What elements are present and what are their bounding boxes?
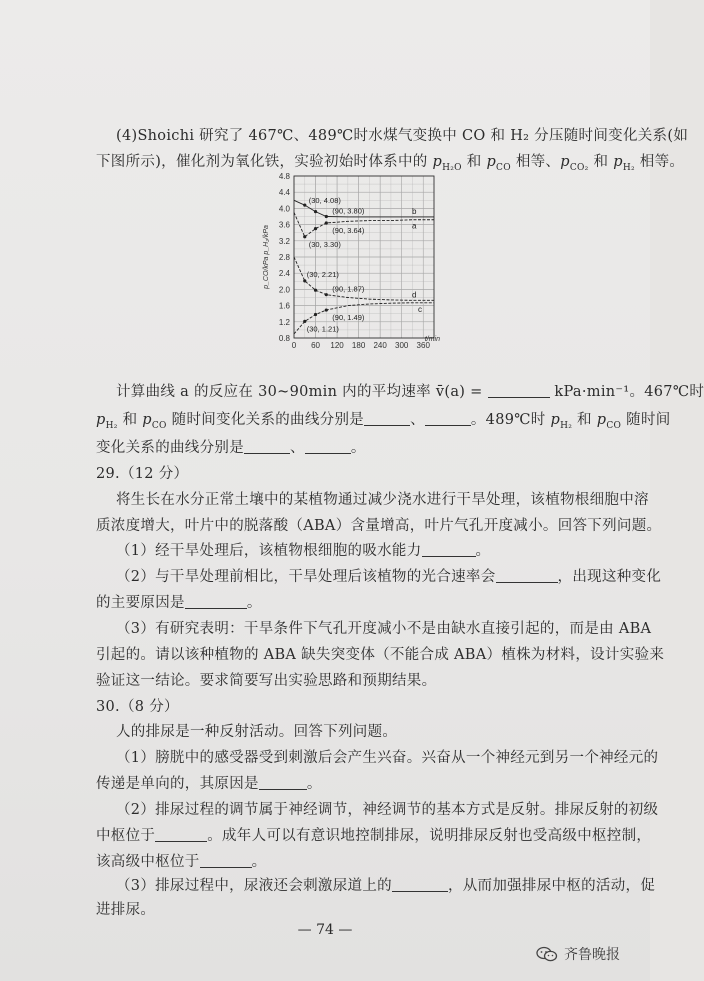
series-point-b — [303, 204, 306, 207]
series-point-d — [314, 289, 317, 292]
q30-heading: 30.（8 分） — [96, 699, 179, 715]
sub: CO₂ — [569, 162, 589, 173]
x-tick-label: 120 — [330, 341, 344, 350]
series-point-c — [314, 313, 317, 316]
text: 。 — [251, 854, 267, 870]
text: 、 — [290, 440, 305, 456]
text: （2）与干旱处理前相比，干旱处理后该植物的光合速率会 — [116, 569, 496, 585]
answer-blank[interactable] — [422, 542, 476, 557]
data-label: (90, 1.49) — [332, 313, 365, 323]
text: 传递是单向的，其原因是 — [96, 776, 259, 792]
text: 。 — [306, 776, 322, 792]
answer-blank[interactable] — [200, 853, 252, 868]
answer-blank[interactable] — [392, 877, 448, 892]
var-p: p — [560, 154, 570, 170]
text: 相等。 — [634, 154, 685, 170]
q30-intro: 人的排尿是一种反射活动。回答下列问题。 — [116, 724, 398, 740]
sub: CO — [496, 162, 511, 173]
q29-sub2 — [116, 567, 661, 587]
watermark — [536, 944, 620, 964]
q28-calc-line2 — [96, 410, 671, 436]
var-p: p — [613, 154, 623, 170]
answer-blank[interactable] — [244, 439, 290, 454]
y-tick-label: 1.6 — [278, 301, 290, 311]
y-tick-label: 0.8 — [278, 334, 290, 343]
y-tick-label: 2.4 — [278, 269, 290, 279]
q30-sub1-line1: （1）膀胱中的感受器受到刺激后会产生兴奋。兴奋从一个神经元到另一个神经元的 — [116, 750, 659, 766]
series-point-b — [325, 215, 328, 218]
text: ，出现这种变化 — [557, 569, 662, 585]
data-label: (30, 3.30) — [308, 239, 341, 249]
text: 计算曲线 a 的反应在 30~90min 内的平均速率 v̄(a) = — [116, 384, 483, 400]
text: 下图所示)，催化剂为氧化铁，实验初始时体系中的 — [96, 154, 433, 170]
q29-sub2-cont — [96, 593, 262, 613]
y-tick-label: 2.0 — [278, 285, 290, 295]
q30-sub1-line2 — [96, 774, 322, 794]
q30-sub2-line2 — [96, 826, 651, 846]
y-tick-label: 3.6 — [278, 220, 290, 230]
x-tick-label: 60 — [311, 341, 320, 350]
x-axis-label: t/min — [424, 336, 440, 343]
y-tick-label: 3.2 — [278, 236, 290, 246]
text: （1）经干旱处理后，该植物根细胞的吸水能力 — [116, 543, 422, 559]
wechat-icon — [536, 946, 558, 962]
q30-sub2-line1: （2）排尿过程的调节属于神经调节，神经调节的基本方式是反射。排尿反射的初级 — [116, 802, 659, 818]
answer-blank[interactable] — [185, 594, 247, 609]
answer-blank[interactable] — [155, 827, 207, 842]
text: 和 — [461, 154, 487, 170]
sub: H₂ — [622, 162, 635, 173]
data-label: (90, 3.80) — [332, 206, 365, 216]
text: 随时间变化关系的曲线分别是 — [166, 412, 365, 428]
series-point-a — [325, 221, 328, 224]
y-tick-label: 4.0 — [278, 204, 290, 214]
sub: H₂ — [105, 420, 118, 431]
series-label-a: a — [412, 221, 417, 231]
series-point-d — [325, 293, 328, 296]
page-number: — 74 — — [297, 922, 353, 938]
data-label: (90, 3.64) — [332, 225, 365, 235]
series-label-d: d — [412, 290, 417, 300]
q29-sub1 — [116, 541, 490, 561]
sub: CO — [606, 420, 622, 431]
text: 该高级中枢位于 — [96, 854, 200, 870]
answer-blank[interactable] — [364, 411, 410, 426]
data-label: (90, 1.87) — [332, 284, 365, 294]
text: 和 — [117, 412, 143, 428]
y-axis-label: p_CO/kPa p_H₂/kPa — [263, 225, 270, 289]
series-label-c: c — [418, 304, 422, 314]
answer-blank[interactable] — [425, 411, 471, 426]
x-tick-label: 360 — [416, 341, 430, 350]
text: ，从而加强排尿中枢的活动，促 — [447, 878, 656, 894]
y-tick-label: 1.2 — [278, 317, 290, 327]
data-label: (30, 4.08) — [308, 196, 341, 206]
y-tick-label: 4.4 — [278, 188, 290, 198]
q28-calc-line1 — [116, 382, 704, 402]
q29-sub3-line1: （3）有研究表明：干旱条件下气孔开度减小不是由缺水直接引起的，而是由 ABA — [116, 621, 652, 637]
text: 。 — [350, 440, 366, 456]
q29-intro1: 将生长在水分正常土壤中的某植物通过减少浇水进行干旱处理，该植物根细胞中溶 — [116, 492, 649, 508]
partial-pressure-chart — [250, 168, 450, 368]
text: 和 — [588, 154, 614, 170]
series-point-c — [325, 308, 328, 311]
answer-blank[interactable] — [496, 568, 558, 583]
sub: CO — [151, 420, 167, 431]
var-p: p — [432, 154, 443, 170]
series-point-d — [303, 279, 306, 282]
q29-heading: 29.（12 分） — [96, 466, 189, 482]
x-tick-label: 300 — [395, 341, 409, 350]
text: 变化关系的曲线分别是 — [96, 440, 244, 456]
x-tick-label: 240 — [373, 341, 387, 350]
text: 和 — [572, 412, 597, 428]
series-point-b — [314, 210, 317, 213]
text: 。 — [475, 543, 491, 559]
series-point-c — [303, 320, 306, 323]
q30-sub2-line3 — [96, 852, 266, 872]
text: 相等、 — [510, 154, 561, 170]
var-p: p — [486, 154, 497, 170]
y-tick-label: 4.8 — [278, 172, 290, 181]
text: kPa·min⁻¹。467℃时 — [554, 384, 704, 400]
sub: H₂O — [442, 162, 462, 173]
q29-sub3-line2: 引起的。请以该种植物的 ABA 缺失突变体（不能合成 ABA）植株为材料，设计实验来 — [96, 647, 665, 663]
watermark-text: 齐鲁晚报 — [564, 947, 620, 963]
text: 。成年人可以有意识地控制排尿，说明排尿反射也受高级中枢控制， — [207, 828, 652, 844]
series-label-b: b — [412, 206, 417, 216]
answer-blank[interactable] — [305, 439, 351, 454]
var-p: p — [596, 412, 607, 428]
x-tick-label: 180 — [351, 341, 366, 350]
answer-blank[interactable] — [488, 383, 550, 398]
data-label: (30, 1.21) — [306, 324, 339, 334]
q28-calc-line3 — [96, 438, 366, 458]
sub: H₂ — [560, 420, 573, 431]
series-point-a — [303, 235, 306, 238]
answer-blank[interactable] — [259, 775, 307, 790]
var-p: p — [96, 412, 106, 428]
text: 的主要原因是 — [96, 595, 185, 611]
x-tick-label: 0 — [291, 341, 297, 350]
text: 。489℃时 — [470, 412, 551, 428]
y-tick-label: 2.8 — [278, 253, 290, 262]
text: （3）排尿过程中，尿液还会刺激尿道上的 — [116, 878, 392, 894]
text: 中枢位于 — [96, 828, 156, 844]
text: 随时间 — [621, 412, 671, 428]
text: 。 — [246, 595, 262, 611]
q30-sub3-line1 — [116, 876, 655, 896]
q29-intro2: 质浓度增大，叶片中的脱落酸（ABA）含量增高，叶片气孔开度减小。回答下列问题。 — [96, 518, 662, 534]
text: (4)Shoichi 研究了 467℃、489℃时水煤气变换中 CO 和 H₂ 分压随时间变化关系(如 — [116, 128, 689, 144]
series-point-a — [314, 227, 317, 230]
text: 、 — [410, 412, 425, 428]
data-label: (30, 2.21) — [306, 269, 339, 279]
var-p: p — [142, 412, 152, 428]
q28-part4-line1 — [116, 126, 688, 146]
var-p: p — [550, 412, 561, 428]
q30-sub3-line2: 进排尿。 — [96, 902, 156, 918]
q29-sub3-line3: 验证这一结论。要求简要写出实验思路和预期结果。 — [96, 673, 437, 689]
